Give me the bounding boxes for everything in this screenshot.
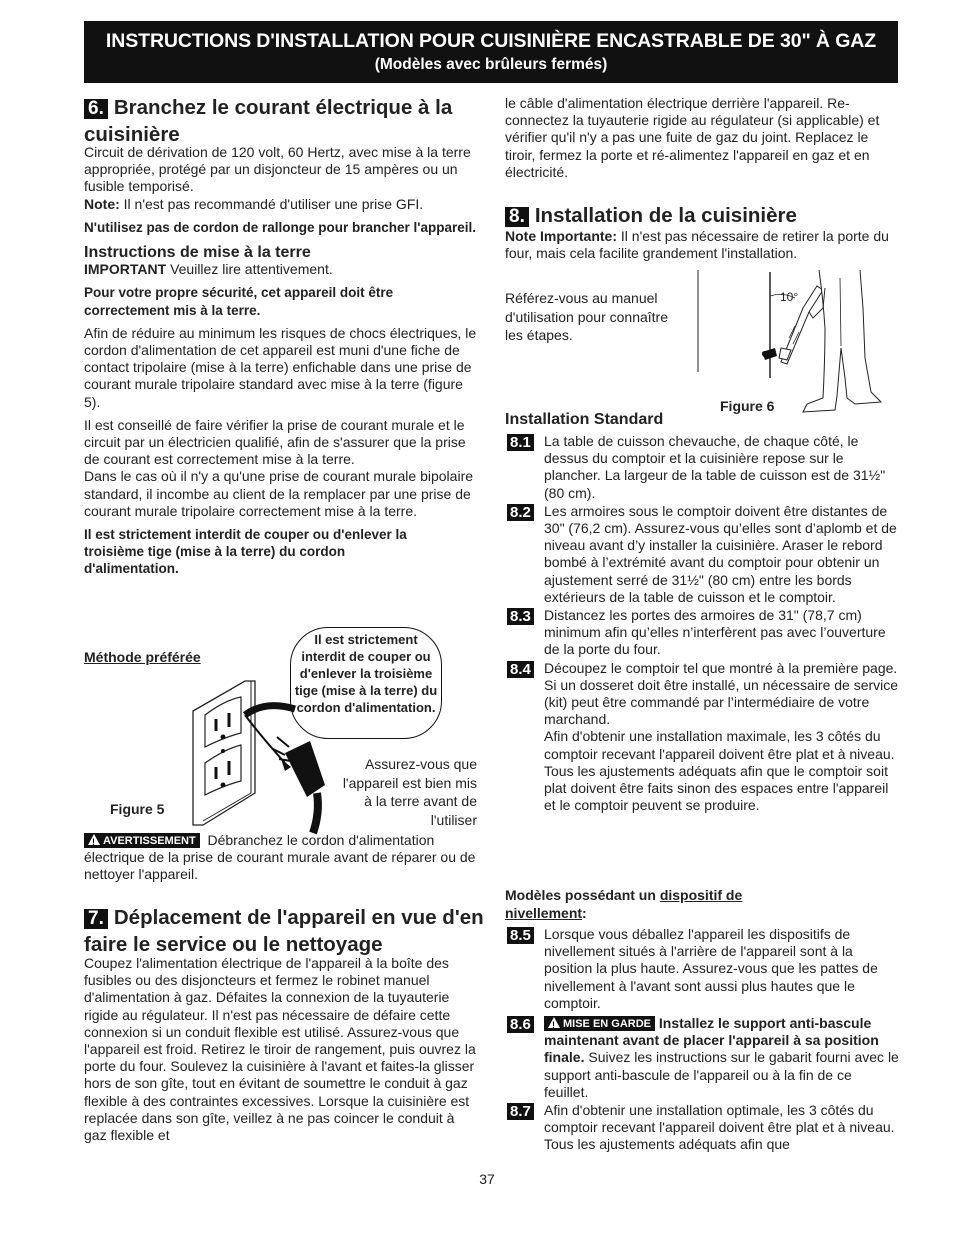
note-label: Note: xyxy=(84,195,120,212)
leveling-title-c: : xyxy=(582,905,587,921)
section-7-heading xyxy=(84,904,484,958)
section-8-note xyxy=(505,228,897,262)
caution-label: MISE EN GARDE xyxy=(563,1018,652,1031)
leveling-steps xyxy=(505,926,899,1154)
step-8-3 xyxy=(505,607,899,659)
step-8-5-text: Lorsque vous déballez l'appareil les dispositifs de nivellement situés à l'arrière de l'appareil sont à la position la plus haute. Assurez-vous que les pattes de nivellement à l'avant sont aussi plus hautes que le comptoir. xyxy=(544,926,878,1011)
section-7-continued: le câble d'alimentation électrique derrière l'appareil. Re-connectez la tuyauterie rigide au régulateur (si applicable) et vérifier qu'il n'y a pas une fuite de gaz du joint. Replacez le tiroir, fermez la porte et ré-alimentez l'appareil en gaz et en électricité. xyxy=(505,95,880,180)
section-8-note-label: Note Importante: xyxy=(505,228,617,244)
figure-6-label: Figure 6 xyxy=(720,398,775,414)
step-8-4-backsplash: Si un dosseret doit être installé, un nécessaire de service (kit) peut être commandé par l’intermédiaire de votre marchand. xyxy=(544,676,899,728)
important-text: Veuillez lire attentivement. xyxy=(166,261,333,278)
section-7-title: Déplacement de l'appareil en vue d'en faire le service ou le nettoyage xyxy=(84,906,484,956)
warning-badge xyxy=(84,833,200,848)
manual-reference: Référez-vous au manuel d'utilisation pour connaître les étapes. xyxy=(505,290,668,343)
step-8-2 xyxy=(505,503,899,606)
standard-install-title: Installation Standard xyxy=(505,411,664,428)
section-8-title: Installation de la cuisinière xyxy=(534,204,797,227)
section-7-body: Coupez l'alimentation électrique de l'appareil à la boîte des fusibles ou des disjoncteurs et fermez le robinet manuel d'alimentation à gaz. Défaites la connexion de la tuyauterie rigide au régulateur. Il n'est pas nécessaire de défaire cette connexion si un conduit flexible est utilisé. Assurez-vous que l'appareil est froid. Retirez le tiroir de rangement, puis ouvrez la porte du four. Soulevez la cuisinière à l'avant et faites-la glisser hors de son gîte, tout en évitant de soumettre le conduit à gaz flexible à des contraintes excessives. Lorsque la cuisinière est replacée dans son gîte, veillez à ne pas coincer le conduit à gaz flexible et xyxy=(84,955,476,1144)
leveling-title-b: dispositif de nivellement xyxy=(505,887,743,921)
warning-text: Débranchez le cordon d'alimentation électrique de la prise de courant murale avant de réparer ou de nettoyer l'appareil. xyxy=(84,832,476,883)
step-8-5-number: 8.5 xyxy=(507,927,534,944)
step-8-1-text: La table de cuisson chevauche, de chaque côté, le dessus du comptoir et la cuisinière repose sur le plancher. La largeur de la table de cuisson est de 31½" (80 cm). xyxy=(544,433,886,501)
outlet-figure xyxy=(185,675,355,835)
step-8-4-number: 8.4 xyxy=(507,661,534,678)
prong-bubble: Il est strictement interdit de couper ou d'enlever la troisième tige (mise à la terre) du cordon d'alimentation. xyxy=(290,627,442,739)
important-note xyxy=(84,261,480,278)
extension-warning: N'utilisez pas de cordon de rallonge pour brancher l'appareil. xyxy=(84,219,477,235)
ground-title: Instructions de mise à la terre xyxy=(84,244,311,262)
angle-label: 10° xyxy=(780,290,799,304)
step-8-4 xyxy=(505,660,899,815)
step-8-5 xyxy=(505,926,899,1012)
step-8-2-text: Les armoires sous le comptoir doivent être distantes de 30" (76,2 cm). Assurez-vous qu’elles sont d’aplomb et de niveau avant d’y installer la cuisinière. Araser le rebord bombé à l’extrémité avant du comptoir pour obtenir un ajustement serré de 31½" (80 cm) entre les bords extérieurs de la table de cuisson et le comptoir. xyxy=(544,502,897,605)
step-8-7-number: 8.7 xyxy=(507,1103,534,1120)
step-8-4-flatness: Afin d'obtenir une installation maximale, les 3 côtés du comptoir recevant l'appareil doivent être plat et à niveau. Tous les ajustements adéquats afin que le comptoir soit plat doivent être faits sinon des espaces entre l'appareil et le comptoir peuvent se produire. xyxy=(544,728,895,814)
step-8-6 xyxy=(505,1015,899,1101)
prong-warning: Il est strictement interdit de couper ou d'enlever la troisième tige (mise à la terre) du cordon d'alimentation. xyxy=(84,527,407,577)
preferred-method: Méthode préférée xyxy=(84,649,201,665)
warning-label: AVERTISSEMENT xyxy=(103,835,196,847)
section-6-heading xyxy=(84,94,484,148)
step-8-6-text: Suivez les instructions sur le gabarit fourni avec le support anti-bascule de l'appareil ou à la fin de ce feuillet. xyxy=(544,1049,899,1100)
step-8-1-number: 8.1 xyxy=(507,434,534,451)
step-8-7-text: Afin d'obtenir une installation optimale, les 3 côtés du comptoir recevant l'appareil doivent être plat et à niveau. Tous les ajustements adéquats afin que xyxy=(544,1102,895,1153)
important-label: IMPORTANT xyxy=(84,261,167,278)
ground-caption: Assurez-vous que l'appareil est bien mis à la terre avant de l'utiliser xyxy=(342,756,477,828)
standard-steps xyxy=(505,433,899,814)
header-banner xyxy=(84,21,898,83)
section-8-note-text: Il n'est pas nécessaire de retirer la porte du four, mais cela facilite grandement l'installation. xyxy=(505,228,889,262)
page-number: 37 xyxy=(479,1171,495,1187)
step-8-3-text: Distancez les portes des armoires de 31" (78,7 cm) minimum afin qu’elles n’interfèrent pas avec l’ouverture de la porte du four. xyxy=(544,607,886,658)
section-7-number: 7. xyxy=(84,909,108,929)
step-8-2-number: 8.2 xyxy=(507,504,534,521)
caution-icon xyxy=(548,1017,560,1028)
caution-badge xyxy=(544,1016,655,1031)
step-8-6-number: 8.6 xyxy=(507,1016,534,1033)
check-paragraph: Il est conseillé de faire vérifier la prise de courant murale et le circuit par un électricien qualifié, afin de s'assurer que la prise de courant est correctement mise à la terre. xyxy=(84,416,466,468)
circuit-paragraph: Circuit de dérivation de 120 volt, 60 Hertz, avec mise à la terre appropriée, protégé par un disjoncteur de 15 ampères ou un fusible temporisé. xyxy=(84,144,471,195)
warning-icon xyxy=(88,834,100,845)
step-8-1 xyxy=(505,433,899,502)
plug-paragraph: Afin de réduire au minimum les risques de chocs électriques, le cordon d'alimentation de cet appareil est muni d'une fiche de contact tripolaire (mise à la terre) enfichable dans une prise de courant murale tripolaire standard avec mise à la terre (figure 5). xyxy=(84,324,477,410)
section-6-body xyxy=(84,144,480,578)
replace-paragraph: Dans le cas où il n'y a qu'une prise de courant murale bipolaire standard, il incombe au client de la remplacer par une prise de courant murale tripolaire correctement mise à la terre. xyxy=(84,468,474,519)
section-6-number: 6. xyxy=(84,99,108,119)
section-8-heading xyxy=(505,202,897,229)
section-8-number: 8. xyxy=(505,207,529,227)
step-8-4-text: Découpez le comptoir tel que montré à la première page. xyxy=(544,659,898,676)
safety-paragraph: Pour votre propre sécurité, cet appareil doit être correctement mis à la terre. xyxy=(84,285,394,318)
page-title: INSTRUCTIONS D'INSTALLATION POUR CUISINIÈRE ENCASTRABLE DE 30" À GAZ xyxy=(105,30,877,52)
leveling-title xyxy=(505,886,805,922)
step-8-7 xyxy=(505,1102,899,1154)
figure-5-label: Figure 5 xyxy=(110,801,165,817)
warning-block xyxy=(84,832,480,884)
step-8-6-bold: Installez le support anti-bascule maintenant avant de placer l'appareil à sa position finale. xyxy=(544,1015,879,1066)
note-text: Il n'est pas recommandé d'utiliser une prise GFI. xyxy=(119,195,424,212)
leveling-title-a: Modèles possédant un xyxy=(505,887,660,903)
section-6-title: Branchez le courant électrique à la cuisinière xyxy=(84,96,453,146)
gfi-note xyxy=(84,196,480,213)
step-8-3-number: 8.3 xyxy=(507,608,534,625)
page-subtitle: (Modèles avec brûleurs fermés) xyxy=(374,56,608,73)
